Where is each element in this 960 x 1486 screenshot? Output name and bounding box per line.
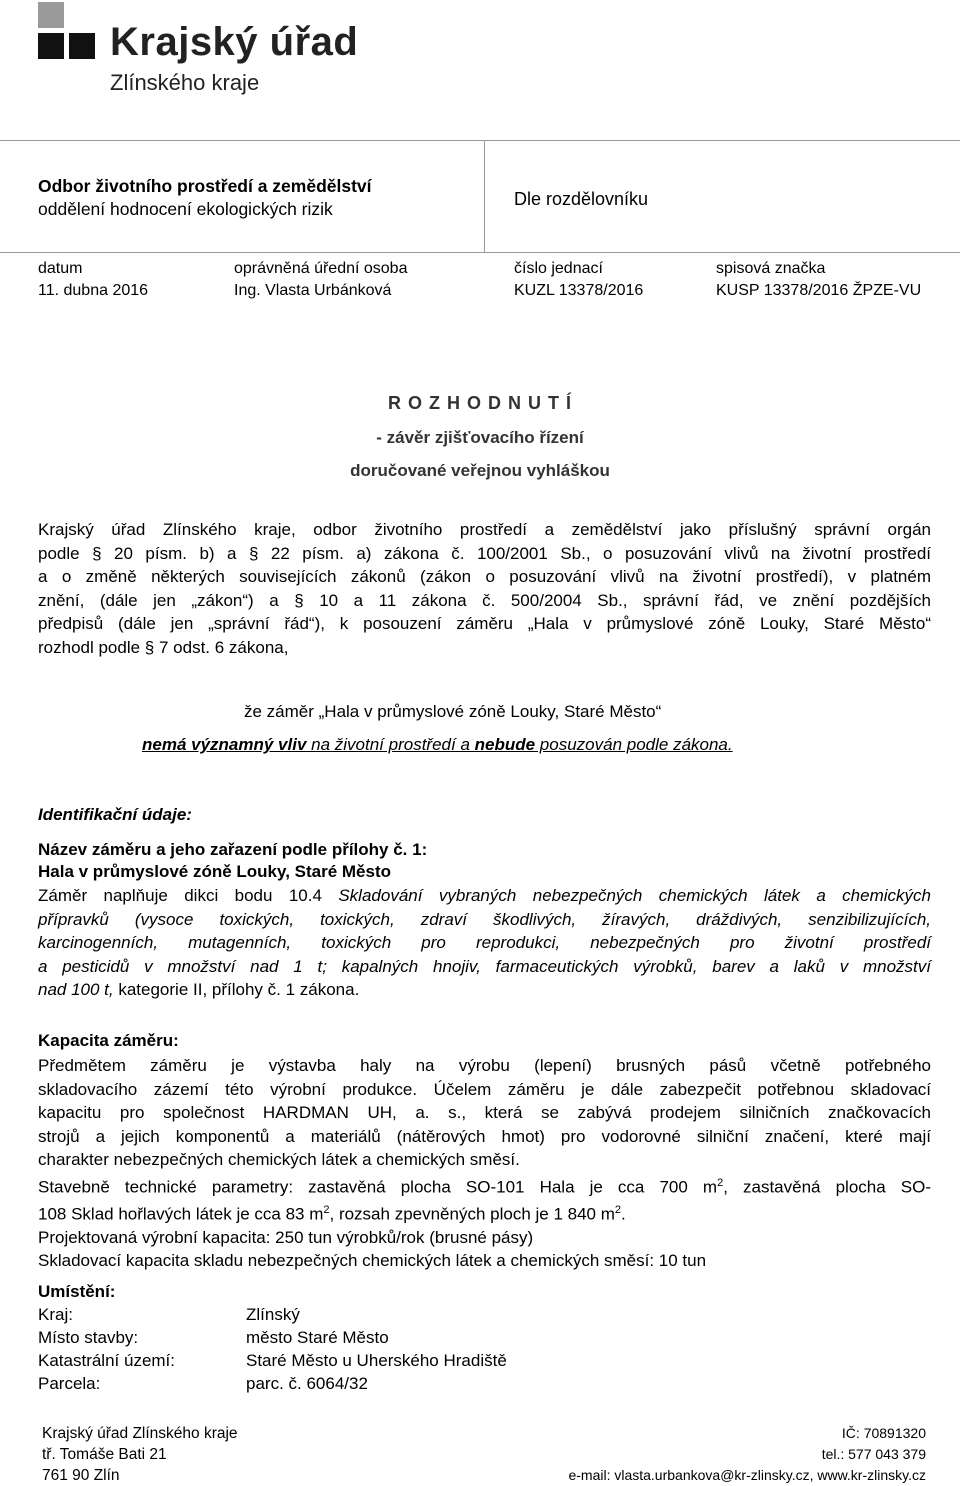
department-section: oddělení hodnocení ekologických rizik: [38, 199, 333, 219]
location-value: Staré Město u Uherského Hradiště: [246, 1351, 507, 1370]
capacity-line: charakter nebezpečných chemických látek a chemických směsí.: [38, 1150, 520, 1169]
footer-address: [42, 1423, 238, 1486]
capacity-params-line-2: [38, 1199, 931, 1226]
meta-date-label: datum: [38, 260, 83, 277]
location-value: město Staré Město: [246, 1328, 389, 1347]
meta-date-value: 11. dubna 2016: [38, 282, 149, 299]
identification-text-c: nad 100 t,: [38, 980, 114, 999]
logo-title: Krajský úřad: [110, 20, 359, 64]
verdict-text-a: na životní prostředí a: [306, 735, 475, 754]
decision-subtitle-2: doručované veřejnou vyhláškou: [350, 461, 610, 480]
footer-phone: tel.: 577 043 379: [821, 1446, 926, 1462]
params-text: , zastavěná plocha SO-: [723, 1177, 931, 1197]
production-capacity: Projektovaná výrobní kapacita: 250 tun výrobků/rok (brusné pásy): [38, 1227, 534, 1247]
capacity-line: Předmětem záměru je výstavba haly na výrobu (lepení) brusných pásů včetně potřebného: [38, 1056, 931, 1075]
verdict-not-assessed: nebude: [474, 735, 536, 754]
department-name: Odbor životního prostředí a zemědělství: [38, 176, 372, 196]
identification-paragraph: [38, 884, 931, 1002]
footer-address-line: Krajský úřad Zlínského kraje: [42, 1425, 238, 1442]
superscript: 2: [614, 1203, 622, 1216]
identification-text-b: Skladování vybraných nebezpečných chemických látek a chemických: [338, 886, 931, 905]
intro-line: znění, (dále jen „zákon“) a § 10 a 11 zákona č. 500/2004 Sb., správní řád, ve znění pozdějších: [38, 590, 931, 610]
location-heading: Umístění:: [38, 1282, 116, 1301]
identification-line: přípravků (vysoce toxických, toxických, zdraví škodlivých, žíravých, dráždivých, senzibilizujících,: [38, 909, 931, 929]
intro-line: Krajský úřad Zlínského kraje, odbor životního prostředí a zemědělství jako příslušný správní orgán: [38, 520, 931, 539]
identification-line: a pesticidů v množství nad 1 t; kapalných hnojiv, farmaceutických výrobků, barev a laků v množství: [38, 956, 931, 976]
params-text: , rozsah zpevněných ploch je 1 840 m: [329, 1204, 615, 1224]
location-key: Kraj:: [38, 1305, 73, 1324]
footer-address-line: tř. Tomáše Bati 21: [42, 1446, 167, 1463]
identification-line: karcinogenních, mutagenních, toxických pro reprodukci, nebezpečných pro životní prostředí: [38, 933, 931, 952]
intro-line: předpisů (dále jen „správní řád“), k posouzení záměru „Hala v průmyslové zóně Louky, Staré Město“: [38, 614, 931, 633]
logo-subtitle: Zlínského kraje: [110, 70, 260, 95]
meta-reference-value: KUZL 13378/2016: [514, 282, 644, 299]
params-text: .: [621, 1204, 626, 1224]
capacity-params-line-1: [38, 1172, 931, 1199]
meta-official-value: Ing. Vlasta Urbánková: [234, 282, 392, 299]
intro-line: a o změně některých souvisejících zákonů (zákon o posuzování vlivů na životní prostředí), v platném: [38, 567, 931, 586]
decision-title: R O Z H O D N U T Í: [388, 393, 572, 413]
verdict-line-1: že záměr „Hala v průmyslové zóně Louky, Staré Město“: [244, 702, 662, 721]
location-value: parc. č. 6064/32: [246, 1374, 368, 1393]
location-value: Zlínský: [246, 1305, 300, 1324]
storage-capacity: Skladovací kapacita skladu nebezpečných chemických látek a chemických směsí: 10 tun: [38, 1251, 707, 1271]
meta-reference-label: číslo jednací: [514, 260, 603, 277]
identification-heading: Identifikační údaje:: [38, 805, 192, 824]
recipient: Dle rozdělovníku: [514, 189, 649, 209]
project-name: Hala v průmyslové zóně Louky, Staré Město: [38, 862, 392, 881]
header-bottom-rule: [0, 252, 960, 253]
location-key: Parcela:: [38, 1374, 101, 1393]
meta-official: [234, 258, 407, 302]
verdict-no-impact: nemá významný vliv: [142, 735, 307, 754]
identification-line: [38, 978, 931, 1002]
meta-date: [38, 258, 148, 302]
department-block: [38, 175, 372, 221]
intro-line: podle § 20 písm. b) a § 22 písm. a) zákona č. 100/2001 Sb., o posuzování vlivů na životní prostředí: [38, 543, 931, 563]
decision-subtitle-1: - závěr zjišťovacího řízení: [376, 428, 584, 447]
logo-square-gray: [38, 2, 64, 28]
identification-line: [38, 884, 931, 908]
meta-file-mark: [716, 258, 921, 302]
capacity-heading: Kapacita záměru:: [38, 1031, 179, 1050]
header-top-rule: [0, 140, 960, 141]
superscript: 2: [323, 1203, 330, 1216]
intro-line: rozhodl podle § 7 odst. 6 zákona,: [38, 637, 289, 657]
meta-official-label: oprávněná úřední osoba: [234, 260, 408, 277]
footer-contact: [568, 1423, 926, 1486]
meta-file-mark-value: KUSP 13378/2016 ŽPZE-VU: [716, 282, 922, 299]
location-key: Místo stavby:: [38, 1328, 139, 1347]
superscript: 2: [717, 1176, 724, 1189]
logo-square-black-large: [69, 33, 95, 59]
capacity-paragraph: [38, 1054, 931, 1273]
footer-email-web: e-mail: vlasta.urbankova@kr-zlinsky.cz, www.kr-zlinsky.cz: [568, 1467, 926, 1483]
logo-square-black-small: [38, 33, 64, 59]
footer-address-line: 761 90 Zlín: [42, 1467, 120, 1484]
capacity-line: kapacitu pro společnost HARDMAN UH, a. s., která se zabývá prodejem silničních značkovacích: [38, 1103, 931, 1122]
capacity-line: strojů a jejich komponentů a materiálů (nátěrových hmot) pro vodorovné silniční značení, které mají: [38, 1126, 931, 1146]
footer-ic: IČ: 70891320: [841, 1425, 926, 1441]
location-key: Katastrální území:: [38, 1351, 176, 1370]
capacity-line: skladovacího zázemí této výrobní produkce. Účelem záměru je dále zabezpečit potřebnou skladovací: [38, 1079, 931, 1099]
intro-paragraph: [38, 518, 931, 659]
project-name-heading: Název záměru a jeho zařazení podle přílohy č. 1:: [38, 840, 428, 859]
verdict-text-b: posuzován podle zákona.: [535, 735, 733, 754]
params-text: Stavebně technické parametry: zastavěná plocha SO-101 Hala je cca 700 m: [38, 1177, 718, 1197]
params-text: 108 Sklad hořlavých látek je cca 83 m: [38, 1204, 324, 1224]
identification-text-d: kategorie II, přílohy č. 1 zákona.: [113, 980, 360, 999]
verdict-line-2: [142, 735, 733, 755]
identification-text-a: Záměr naplňuje dikci bodu 10.4: [38, 886, 339, 905]
header-divider: [484, 140, 485, 252]
meta-file-mark-label: spisová značka: [716, 260, 826, 277]
meta-reference: [514, 258, 643, 302]
